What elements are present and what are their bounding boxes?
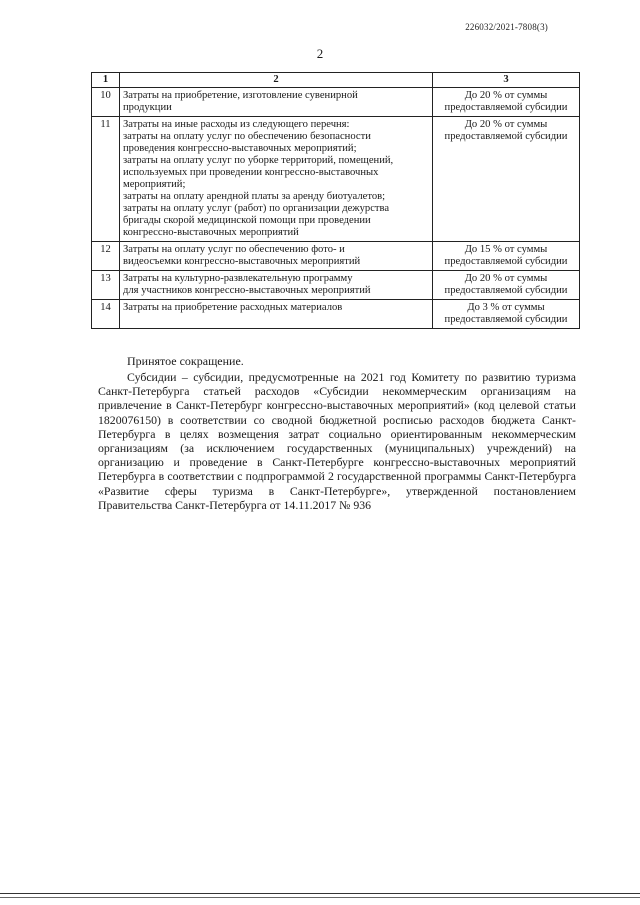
cost-limits-table [91,72,580,329]
row-number: 14 [92,300,120,329]
row-number: 11 [92,117,120,242]
table-row [92,88,580,117]
scan-edge-line [0,897,640,898]
document-registration-number: 226032/2021-7808(3) [465,22,548,32]
table-row [92,242,580,271]
scan-edge-line [0,893,640,894]
row-description: Затраты на приобретение расходных материалов [120,300,433,329]
row-number: 13 [92,271,120,300]
table-row [92,271,580,300]
row-limit: До 3 % от суммы предоставляемой субсидии [433,300,580,329]
row-limit: До 20 % от суммы предоставляемой субсидии [433,117,580,242]
subsidy-definition-paragraph: Субсидии – субсидии, предусмотренные на 2021 год Комитету по развитию туризма Санкт-Петербурга статьей расходов «Субсидии некоммерческим организациям на привлечение в Санкт-Петербург конгрессно-выставочных мероприятий» (код целевой статьи 1820076150) в соответствии со сводной бюджетной росписью расходов бюджета Санкт-Петербурга в целях возмещения затрат социально ориентированным некоммерческим организациям (за исключением государственных (муниципальных) учреждений) на организацию и проведение в Санкт-Петербурге конгрессно-выставочных мероприятий Петербурга в соответствии с подпрограммой 2 государственной программы Санкт-Петербурга «Развитие сферы туризма в Санкт-Петербурге», утвержденной постановлением Правительства Санкт-Петербурга от 14.11.2017 № 936 [98,370,576,512]
row-description: Затраты на оплату услуг по обеспечению фото- и видеосъемки конгрессно-выставочных мероприятий [120,242,433,271]
table-row [92,300,580,329]
column-header-description: 2 [120,73,433,88]
column-header-limit: 3 [433,73,580,88]
row-number: 12 [92,242,120,271]
column-header-number: 1 [92,73,120,88]
row-number: 10 [92,88,120,117]
row-limit: До 20 % от суммы предоставляемой субсидии [433,88,580,117]
row-limit: До 20 % от суммы предоставляемой субсидии [433,271,580,300]
page-number: 2 [316,46,324,61]
row-description: Затраты на культурно-развлекательную программу для участников конгрессно-выставочных мероприятий [120,271,433,300]
row-description: Затраты на иные расходы из следующего перечня: затраты на оплату услуг по обеспечению безопасности проведения конгрессно-выставочных мероприятий; затраты на оплату услуг по уборке территорий, помещений, используемых при проведении конгрессно-выставочных мероприятий; затраты на оплату арендной платы за аренду биотуалетов; затраты на оплату услуг (работ) по организации дежурства бригады скорой медицинской помощи при проведении конгрессно-выставочных мероприятий [120,117,433,242]
row-limit: До 15 % от суммы предоставляемой субсидии [433,242,580,271]
table-header-row [92,73,580,88]
row-description: Затраты на приобретение, изготовление сувенирной продукции [120,88,433,117]
abbreviation-heading: Принятое сокращение. [127,354,244,368]
table-row [92,117,580,242]
